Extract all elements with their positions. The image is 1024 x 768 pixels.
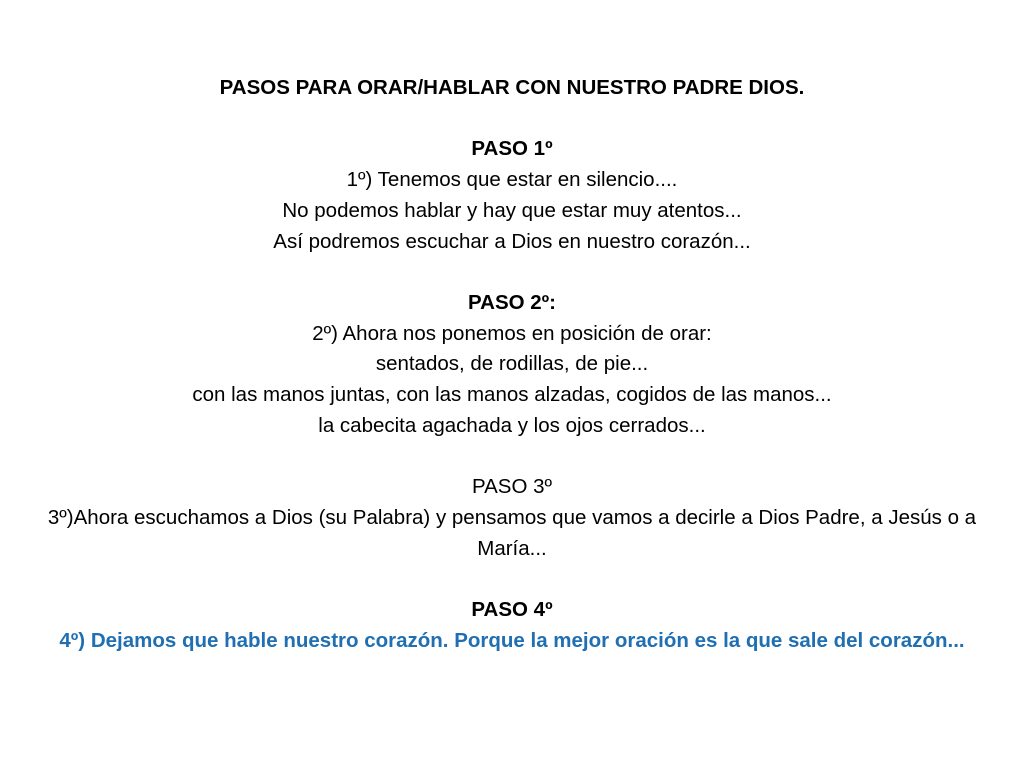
spacer [40,441,984,472]
step4-text: 4º) Dejamos que hable nuestro corazón. Porque la mejor oración es la que sale del corazón... [59,628,965,652]
spacer [40,564,984,595]
step2-line-3: con las manos juntas, con las manos alzadas, cogidos de las manos... [192,383,832,406]
spacer [40,257,984,288]
step1-line-3: Así podremos escuchar a Dios en nuestro corazón... [273,229,751,253]
spacer [40,104,984,135]
step2-line-1: 2º) Ahora nos ponemos en posición de orar: [312,321,712,345]
page-title: PASOS PARA ORAR/HABLAR CON NUESTRO PADRE DIOS. [219,76,805,99]
step1-heading: PASO 1º [471,137,553,161]
step4-heading: PASO 4º [471,597,553,621]
step3-heading: PASO 3º [471,475,553,499]
slide-content [40,73,984,656]
step3-text: 3º)Ahora escuchamos a Dios (su Palabra) y pensamos que vamos a decirle a Dios Padre, a Jesús o a María... [47,505,977,560]
step1-line-2: No podemos hablar y hay que estar muy atentos... [282,198,742,222]
step2-line-4: la cabecita agachada y los ojos cerrados... [318,413,706,437]
step1-line-1: 1º) Tenemos que estar en silencio.... [346,168,678,192]
step2-heading: PASO 2º: [468,290,556,314]
step2-line-2: sentados, de rodillas, de pie... [375,352,649,376]
